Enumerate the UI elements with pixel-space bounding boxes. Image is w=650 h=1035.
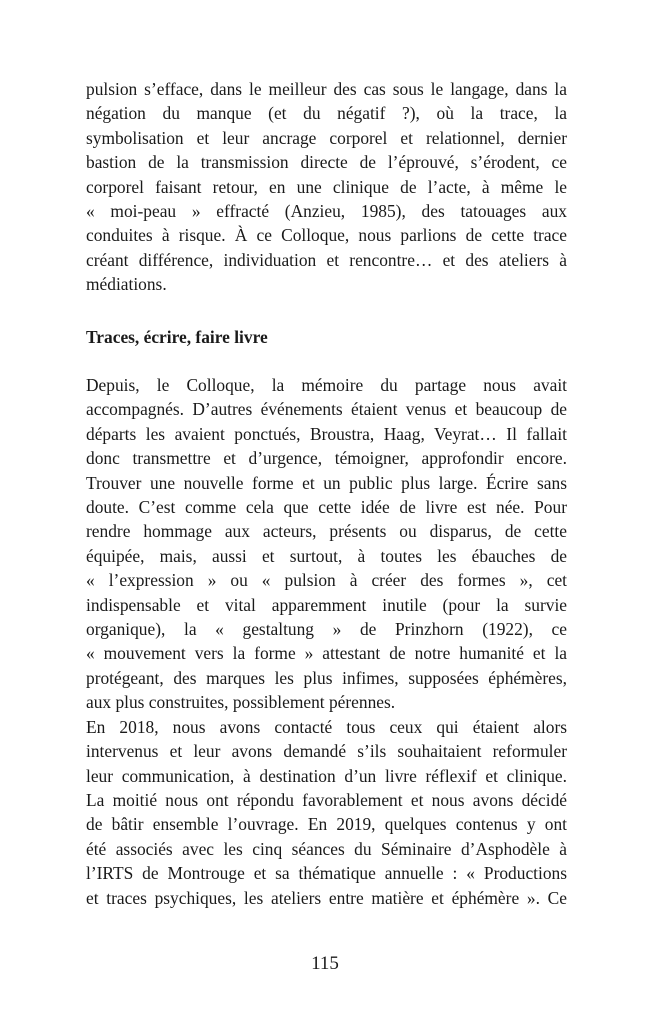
text-line: créant différence, individuation et rencontre… et des ateliers à	[86, 249, 567, 270]
text-line: médiations.	[86, 274, 167, 295]
text-line: l’IRTS de Montrouge et sa thématique annuelle : « Productions	[86, 863, 567, 884]
text-line: « moi-peau » effracté (Anzieu, 1985), des tatouages aux	[86, 201, 567, 222]
text-line: symbolisation et leur ancrage corporel et relationnel, dernier	[86, 127, 567, 148]
text-line: donc transmettre et d’urgence, témoigner, approfondir encore.	[86, 448, 567, 469]
text-line: En 2018, nous avons contacté tous ceux qui étaient alors	[86, 716, 567, 737]
text-line: leur communication, à destination d’un livre réflexif et clinique.	[86, 765, 567, 786]
text-line: aux plus construites, possiblement pérennes.	[86, 692, 396, 713]
page-number: 115	[311, 953, 339, 974]
text-line: rendre hommage aux acteurs, présents ou disparus, de cette	[86, 521, 567, 542]
text-line: « mouvement vers la forme » attestant de notre humanité et la	[86, 643, 567, 664]
paragraph-2018	[86, 715, 567, 910]
text-line: organique), la « gestaltung » de Prinzhorn (1922), ce	[86, 619, 567, 640]
text-line: de bâtir ensemble l’ouvrage. En 2019, quelques contenus y ont	[86, 814, 567, 835]
text-line: corporel faisant retour, en une clinique de l’acte, à même le	[86, 176, 567, 197]
text-line: accompagnés. D’autres événements étaient venus et beaucoup de	[86, 399, 567, 420]
paragraph-since-colloque	[86, 373, 567, 715]
text-line: La moitié nous ont répondu favorablement et nous avons décidé	[86, 789, 567, 810]
text-line: intervenus et leur avons demandé s’ils souhaitaient reformuler	[86, 741, 567, 762]
text-line: bastion de la transmission directe de l’éprouvé, s’érodent, ce	[86, 152, 567, 173]
text-line: Trouver une nouvelle forme et un public plus large. Écrire sans	[86, 472, 567, 493]
text-line: Depuis, le Colloque, la mémoire du partage nous avait	[86, 375, 567, 395]
text-line: « l’expression » ou « pulsion à créer des formes », cet	[86, 570, 567, 591]
text-line: été associés avec les cinq séances du Séminaire d’Asphodèle à	[86, 838, 567, 859]
text-line: conduites à risque. À ce Colloque, nous parlions de cette trace	[86, 225, 567, 246]
text-line: équipée, mais, aussi et surtout, à toutes les ébauches de	[86, 545, 567, 566]
text-line: protégeant, des marques les plus infimes, supposées éphémères,	[86, 667, 567, 688]
text-line: indispensable et vital apparemment inutile (pour la survie	[86, 594, 567, 615]
text-line: doute. C’est comme cela que cette idée de livre est née. Pour	[86, 497, 567, 518]
text-line: pulsion s’efface, dans le meilleur des cas sous le langage, dans la	[86, 79, 567, 99]
paragraph-intro	[86, 77, 567, 297]
section-body	[86, 373, 567, 910]
text-line: départs les avaient ponctués, Broustra, Haag, Veyrat… Il fallait	[86, 423, 567, 444]
text-line: négation du manque (et du négatif ?), où la trace, la	[86, 103, 567, 124]
text-line: et traces psychiques, les ateliers entre matière et éphémère ». Ce	[86, 887, 567, 908]
section-heading: Traces, écrire, faire livre	[86, 327, 268, 347]
